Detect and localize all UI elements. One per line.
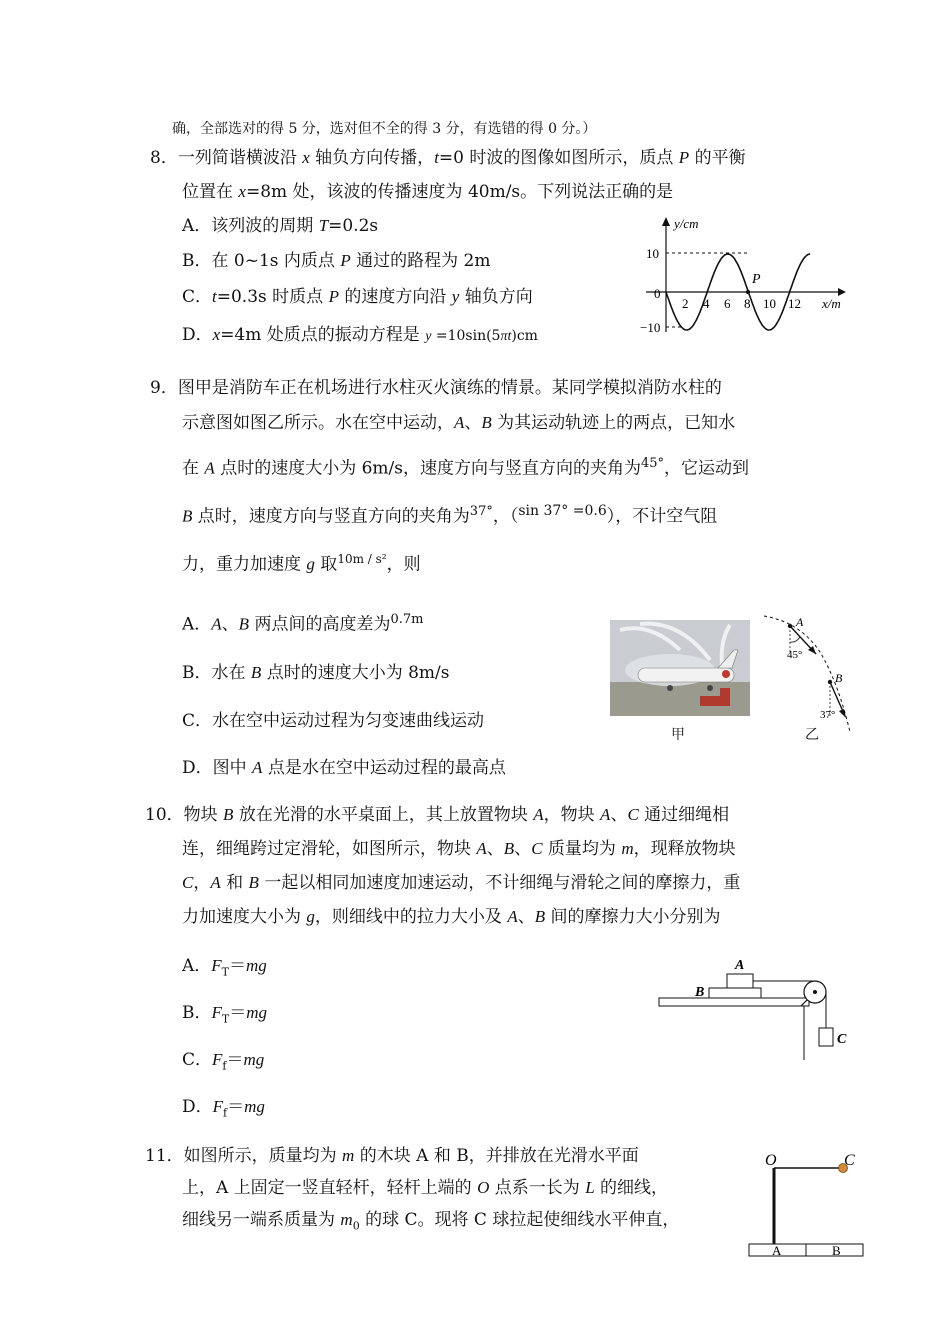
q11-line-3: 细线另一端系质量为 $m_0$ 的球 C。现将 C 球拉起使细线水平伸直， xyxy=(182,1210,680,1233)
q8-line-1: 8．一列简谐横波沿 x 轴负方向传播，t=0 时波的图像如图所示，质点 P 的平衡 xyxy=(150,148,746,168)
q9-option-c[interactable]: C．水在空中运动过程为匀变速曲线运动 xyxy=(182,711,485,731)
q9-option-b[interactable]: B．水在 B 点时的速度大小为 8m/s xyxy=(182,663,450,683)
q8-option-b[interactable]: B．在 0~1s 内质点 P 通过的路程为 2m xyxy=(182,251,491,271)
block-a xyxy=(727,974,753,988)
label-a: A xyxy=(772,1243,782,1258)
q11-line-1: 11．如图所示，质量均为 m 的木块 A 和 B，并排放在光滑水平面 xyxy=(145,1146,639,1166)
label-c: C xyxy=(837,1032,847,1047)
q10-pulley-diagram xyxy=(655,952,855,1064)
q10-option-d[interactable]: D．$F_f=mg$ xyxy=(182,1097,265,1120)
y-min-label: −10 xyxy=(640,320,661,335)
q9-line-1: 9．图甲是消防车正在机场进行水柱灭火演练的情景。某同学模拟消防水柱的 xyxy=(150,378,722,398)
q9-option-d[interactable]: D．图中 A 点是水在空中运动过程的最高点 xyxy=(182,758,506,778)
angle-a: 45° xyxy=(787,649,803,661)
angle-b: 37° xyxy=(820,709,836,721)
q11-number: 11． xyxy=(145,1146,184,1166)
label-b: B xyxy=(835,671,843,685)
y-label: y/cm xyxy=(674,216,699,231)
q11-diagram xyxy=(745,1148,870,1260)
q8-option-d[interactable]: D．x=4m 处质点的振动方程是 y =10sin(5πt)cm xyxy=(182,325,538,345)
q10-option-a[interactable]: A．$F_T=mg$ xyxy=(182,956,267,979)
point-p-label: P xyxy=(752,272,761,287)
x-tick-label: 4 xyxy=(703,296,710,311)
point-p xyxy=(746,290,750,294)
fig-a-caption: 甲 xyxy=(671,727,685,743)
q9-number: 9． xyxy=(150,378,178,398)
q9-line-5: 力，重力加速度 g 取$^{10m / s^2}$，则 xyxy=(182,552,421,575)
x-axis-arrow xyxy=(838,288,846,296)
label-o: O xyxy=(765,1152,777,1169)
x-tick-label: 10 xyxy=(763,296,776,311)
fig-b-caption: 乙 xyxy=(805,727,819,743)
x-label: x/m xyxy=(822,296,841,311)
q10-option-c[interactable]: C．$F_f=mg$ xyxy=(182,1050,265,1073)
x-tick-label: 12 xyxy=(788,296,801,311)
y-axis-arrow xyxy=(662,217,670,226)
q10-line-1: 10．物块 B 放在光滑的水平桌面上，其上放置物块 A，物块 A、C 通过细绳相 xyxy=(145,805,730,825)
label-a: A xyxy=(735,958,745,973)
y-max-label: 10 xyxy=(646,246,659,261)
q10-line-4: 力加速度大小为 g，则细线中的拉力大小及 A、B 间的摩擦力大小分别为 xyxy=(182,907,721,927)
label-a: A xyxy=(796,615,804,629)
q10-line-3: C，A 和 B 一起以相同加速度加速运动，不计细绳与滑轮之间的摩擦力，重 xyxy=(182,873,741,893)
q11-line-2: 上，A 上固定一竖直轻杆，轻杆上端的 O 点系一长为 L 的细线， xyxy=(182,1178,669,1198)
q9-line-2: 示意图如图乙所示。水在空中运动，A、B 为其运动轨迹上的两点，已知水 xyxy=(182,413,736,433)
label-c: C xyxy=(844,1152,855,1169)
q9-photo-fire-drill xyxy=(610,620,750,716)
label-b: B xyxy=(832,1243,841,1258)
instructions-tail: 确，全部选对的得 5 分，选对但不全的得 3 分，有选错的得 0 分。） xyxy=(172,121,597,137)
x-tick-label: 8 xyxy=(744,296,751,311)
x-tick-label: 2 xyxy=(682,296,689,311)
q8-wave-graph xyxy=(636,212,856,342)
table xyxy=(659,998,809,1006)
q9-option-a[interactable]: A．A、B 两点间的高度差为$^{0.7m}$ xyxy=(182,612,424,635)
x-tick-label: 6 xyxy=(724,296,731,311)
label-b: B xyxy=(695,985,705,1000)
q10-option-b[interactable]: B．$F_T=mg$ xyxy=(182,1003,268,1026)
q8-line-2: 位置在 x=8m 处，该波的传播速度为 40m/s。下列说法正确的是 xyxy=(182,182,674,202)
q9-trajectory-diagram xyxy=(760,612,870,742)
q9-line-3: 在 A 点时的速度大小为 6m/s，速度方向与竖直方向的夹角为$^{45^\circ}$，它运动到 xyxy=(182,456,750,479)
q8-option-a[interactable]: A．该列波的周期 T=0.2s xyxy=(182,216,379,236)
q9-line-4: B 点时，速度方向与竖直方向的夹角为$^{37^\circ}$，（$^{sin 37^\circ =0.6}$），不计空气阻 xyxy=(182,503,718,527)
q10-number: 10． xyxy=(145,805,184,825)
q8-number: 8． xyxy=(150,148,178,168)
q10-line-2: 连，细绳跨过定滑轮，如图所示，物块 A、B、C 质量均为 m，现释放物块 xyxy=(182,839,736,859)
block-b xyxy=(709,988,761,998)
block-c xyxy=(819,1028,833,1046)
q8-option-c[interactable]: C．t=0.3s 时质点 P 的速度方向沿 y 轴负方向 xyxy=(182,287,533,307)
origin-label: 0 xyxy=(654,286,661,301)
